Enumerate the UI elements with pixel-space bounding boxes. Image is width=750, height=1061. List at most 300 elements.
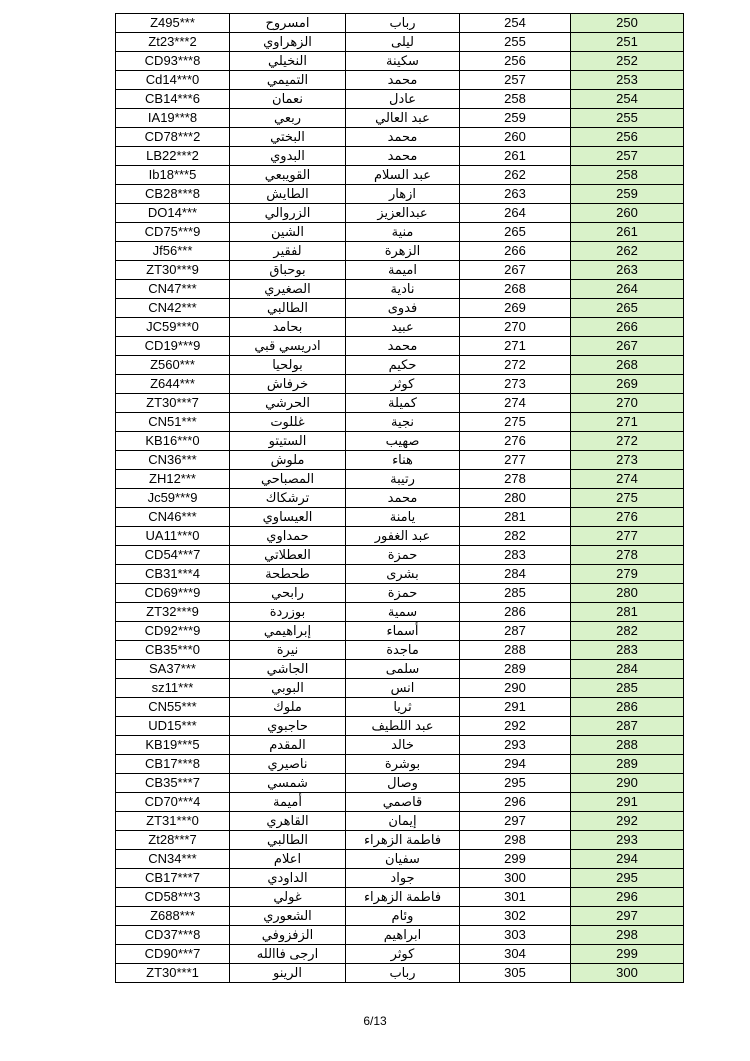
id-code-cell: CD70***4 [116, 793, 230, 812]
last-name-cell: الطالبي [230, 299, 346, 318]
table-row [116, 242, 684, 261]
last-name-cell: الزروالي [230, 204, 346, 223]
first-name-cell: عبد اللطيف [346, 717, 460, 736]
last-name-cell: ناصيري [230, 755, 346, 774]
id-code-cell: CN51*** [116, 413, 230, 432]
number-cell: 288 [460, 641, 571, 660]
last-name-cell: ترشكاك [230, 489, 346, 508]
table-row [116, 318, 684, 337]
id-code-cell: Zt28***7 [116, 831, 230, 850]
table-row [116, 261, 684, 280]
table-row [116, 223, 684, 242]
first-name-cell: ازهار [346, 185, 460, 204]
table-row [116, 527, 684, 546]
last-name-cell: الداودي [230, 869, 346, 888]
last-name-cell: بوحباق [230, 261, 346, 280]
number-cell: 264 [460, 204, 571, 223]
number-cell: 295 [460, 774, 571, 793]
number-cell: 298 [460, 831, 571, 850]
id-code-cell: UD15*** [116, 717, 230, 736]
rank-cell: 271 [571, 413, 684, 432]
rank-cell: 296 [571, 888, 684, 907]
first-name-cell: سمية [346, 603, 460, 622]
number-cell: 278 [460, 470, 571, 489]
number-cell: 284 [460, 565, 571, 584]
number-cell: 268 [460, 280, 571, 299]
table-row [116, 793, 684, 812]
rank-cell: 269 [571, 375, 684, 394]
last-name-cell: البوبي [230, 679, 346, 698]
id-code-cell: CB35***7 [116, 774, 230, 793]
id-code-cell: CN46*** [116, 508, 230, 527]
rank-cell: 283 [571, 641, 684, 660]
last-name-cell: القاهري [230, 812, 346, 831]
last-name-cell: ملوش [230, 451, 346, 470]
id-code-cell: Z688*** [116, 907, 230, 926]
rank-cell: 267 [571, 337, 684, 356]
table-row [116, 660, 684, 679]
table-row [116, 394, 684, 413]
first-name-cell: سفيان [346, 850, 460, 869]
id-code-cell: Z644*** [116, 375, 230, 394]
rank-cell: 264 [571, 280, 684, 299]
rank-cell: 276 [571, 508, 684, 527]
rank-cell: 265 [571, 299, 684, 318]
number-cell: 302 [460, 907, 571, 926]
id-code-cell: CD54***7 [116, 546, 230, 565]
table-row [116, 33, 684, 52]
last-name-cell: رابحي [230, 584, 346, 603]
rank-cell: 251 [571, 33, 684, 52]
id-code-cell: CD78***2 [116, 128, 230, 147]
last-name-cell: بولحيا [230, 356, 346, 375]
rank-cell: 289 [571, 755, 684, 774]
first-name-cell: ابراهيم [346, 926, 460, 945]
first-name-cell: حكيم [346, 356, 460, 375]
last-name-cell: نيرة [230, 641, 346, 660]
first-name-cell: وصال [346, 774, 460, 793]
last-name-cell: الرينو [230, 964, 346, 983]
table-row [116, 755, 684, 774]
rank-cell: 286 [571, 698, 684, 717]
id-code-cell: ZT30***1 [116, 964, 230, 983]
rank-cell: 295 [571, 869, 684, 888]
last-name-cell: الجاشي [230, 660, 346, 679]
id-code-cell: CN36*** [116, 451, 230, 470]
table-row [116, 128, 684, 147]
first-name-cell: اميمة [346, 261, 460, 280]
id-code-cell: CD75***9 [116, 223, 230, 242]
rank-cell: 259 [571, 185, 684, 204]
rank-cell: 255 [571, 109, 684, 128]
number-cell: 256 [460, 52, 571, 71]
last-name-cell: بحامد [230, 318, 346, 337]
id-code-cell: Jf56*** [116, 242, 230, 261]
id-code-cell: KB16***0 [116, 432, 230, 451]
number-cell: 303 [460, 926, 571, 945]
first-name-cell: ماجدة [346, 641, 460, 660]
first-name-cell: انس [346, 679, 460, 698]
id-code-cell: Cd14***0 [116, 71, 230, 90]
first-name-cell: عبيد [346, 318, 460, 337]
first-name-cell: ليلى [346, 33, 460, 52]
last-name-cell: البدوي [230, 147, 346, 166]
number-cell: 254 [460, 14, 571, 33]
number-cell: 257 [460, 71, 571, 90]
first-name-cell: محمد [346, 489, 460, 508]
last-name-cell: الزفزوفي [230, 926, 346, 945]
last-name-cell: غللوت [230, 413, 346, 432]
table-row [116, 679, 684, 698]
rank-cell: 287 [571, 717, 684, 736]
first-name-cell: منية [346, 223, 460, 242]
number-cell: 297 [460, 812, 571, 831]
last-name-cell: ادريسي قبي [230, 337, 346, 356]
table-row [116, 432, 684, 451]
rank-cell: 288 [571, 736, 684, 755]
id-code-cell: CB28***8 [116, 185, 230, 204]
last-name-cell: الشين [230, 223, 346, 242]
id-code-cell: CN47*** [116, 280, 230, 299]
table-row [116, 774, 684, 793]
id-code-cell: Z495*** [116, 14, 230, 33]
rank-cell: 282 [571, 622, 684, 641]
rank-cell: 294 [571, 850, 684, 869]
id-code-cell: CD37***8 [116, 926, 230, 945]
id-code-cell: CB14***6 [116, 90, 230, 109]
number-cell: 287 [460, 622, 571, 641]
id-code-cell: CD69***9 [116, 584, 230, 603]
table-row [116, 71, 684, 90]
number-cell: 292 [460, 717, 571, 736]
rank-cell: 280 [571, 584, 684, 603]
rank-cell: 284 [571, 660, 684, 679]
id-code-cell: CB17***8 [116, 755, 230, 774]
table-row [116, 413, 684, 432]
id-code-cell: CB31***4 [116, 565, 230, 584]
table-row [116, 736, 684, 755]
last-name-cell: نعمان [230, 90, 346, 109]
last-name-cell: امسروح [230, 14, 346, 33]
first-name-cell: رباب [346, 14, 460, 33]
first-name-cell: بشرى [346, 565, 460, 584]
id-code-cell: KB19***5 [116, 736, 230, 755]
first-name-cell: كميلة [346, 394, 460, 413]
id-code-cell: ZT31***0 [116, 812, 230, 831]
number-cell: 286 [460, 603, 571, 622]
number-cell: 258 [460, 90, 571, 109]
first-name-cell: الزهرة [346, 242, 460, 261]
first-name-cell: عبد العالي [346, 109, 460, 128]
id-code-cell: CD90***7 [116, 945, 230, 964]
last-name-cell: العطلاتي [230, 546, 346, 565]
first-name-cell: صهيب [346, 432, 460, 451]
first-name-cell: كوثر [346, 945, 460, 964]
table-row [116, 14, 684, 33]
table-row [116, 888, 684, 907]
table-row [116, 964, 684, 983]
table-row [116, 831, 684, 850]
number-cell: 280 [460, 489, 571, 508]
last-name-cell: طحطحة [230, 565, 346, 584]
first-name-cell: بوشرة [346, 755, 460, 774]
number-cell: 305 [460, 964, 571, 983]
first-name-cell: نجية [346, 413, 460, 432]
table-row [116, 52, 684, 71]
last-name-cell: القويبعي [230, 166, 346, 185]
rank-cell: 274 [571, 470, 684, 489]
table-row [116, 850, 684, 869]
number-cell: 301 [460, 888, 571, 907]
id-code-cell: LB22***2 [116, 147, 230, 166]
number-cell: 277 [460, 451, 571, 470]
first-name-cell: فاطمة الزهراء [346, 888, 460, 907]
number-cell: 273 [460, 375, 571, 394]
table-row [116, 717, 684, 736]
first-name-cell: محمد [346, 128, 460, 147]
table-row [116, 280, 684, 299]
first-name-cell: فدوى [346, 299, 460, 318]
first-name-cell: وئام [346, 907, 460, 926]
id-code-cell: DO14*** [116, 204, 230, 223]
first-name-cell: رتيبة [346, 470, 460, 489]
rank-cell: 300 [571, 964, 684, 983]
number-cell: 255 [460, 33, 571, 52]
first-name-cell: أسماء [346, 622, 460, 641]
id-code-cell: CB17***7 [116, 869, 230, 888]
rank-cell: 279 [571, 565, 684, 584]
last-name-cell: إبراهيمي [230, 622, 346, 641]
last-name-cell: التميمي [230, 71, 346, 90]
last-name-cell: شمسي [230, 774, 346, 793]
first-name-cell: محمد [346, 71, 460, 90]
table-row [116, 489, 684, 508]
id-code-cell: SA37*** [116, 660, 230, 679]
last-name-cell: الصغيري [230, 280, 346, 299]
last-name-cell: الشعوري [230, 907, 346, 926]
rank-cell: 252 [571, 52, 684, 71]
first-name-cell: سلمى [346, 660, 460, 679]
id-code-cell: Jc59***9 [116, 489, 230, 508]
table-row [116, 451, 684, 470]
first-name-cell: جواد [346, 869, 460, 888]
number-cell: 263 [460, 185, 571, 204]
id-code-cell: Zt23***2 [116, 33, 230, 52]
rank-cell: 256 [571, 128, 684, 147]
rank-cell: 250 [571, 14, 684, 33]
table-row [116, 546, 684, 565]
id-code-cell: CD93***8 [116, 52, 230, 71]
number-cell: 294 [460, 755, 571, 774]
table-row [116, 299, 684, 318]
rank-cell: 277 [571, 527, 684, 546]
table-row [116, 603, 684, 622]
first-name-cell: حمزة [346, 546, 460, 565]
first-name-cell: عادل [346, 90, 460, 109]
number-cell: 282 [460, 527, 571, 546]
rank-cell: 260 [571, 204, 684, 223]
first-name-cell: قاصمي [346, 793, 460, 812]
last-name-cell: النخيلي [230, 52, 346, 71]
last-name-cell: اعلام [230, 850, 346, 869]
table-row [116, 337, 684, 356]
first-name-cell: محمد [346, 147, 460, 166]
first-name-cell: إيمان [346, 812, 460, 831]
first-name-cell: ثريا [346, 698, 460, 717]
id-code-cell: sz11*** [116, 679, 230, 698]
rank-cell: 298 [571, 926, 684, 945]
rank-cell: 262 [571, 242, 684, 261]
number-cell: 269 [460, 299, 571, 318]
number-cell: 300 [460, 869, 571, 888]
page-number: 6/13 [363, 1014, 387, 1028]
rank-cell: 268 [571, 356, 684, 375]
number-cell: 281 [460, 508, 571, 527]
table-row [116, 204, 684, 223]
last-name-cell: الستيتو [230, 432, 346, 451]
number-cell: 290 [460, 679, 571, 698]
rank-cell: 292 [571, 812, 684, 831]
first-name-cell: فاطمة الزهراء [346, 831, 460, 850]
last-name-cell: بوزردة [230, 603, 346, 622]
table-row [116, 185, 684, 204]
table-row [116, 565, 684, 584]
last-name-cell: حمداوي [230, 527, 346, 546]
id-code-cell: IA19***8 [116, 109, 230, 128]
id-code-cell: ZT30***7 [116, 394, 230, 413]
number-cell: 291 [460, 698, 571, 717]
first-name-cell: سكينة [346, 52, 460, 71]
table-row [116, 470, 684, 489]
number-cell: 271 [460, 337, 571, 356]
rank-cell: 293 [571, 831, 684, 850]
table-row [116, 926, 684, 945]
number-cell: 296 [460, 793, 571, 812]
last-name-cell: غولي [230, 888, 346, 907]
results-table [115, 13, 684, 983]
first-name-cell: عبدالعزيز [346, 204, 460, 223]
number-cell: 283 [460, 546, 571, 565]
id-code-cell: UA11***0 [116, 527, 230, 546]
id-code-cell: Ib18***5 [116, 166, 230, 185]
number-cell: 265 [460, 223, 571, 242]
number-cell: 276 [460, 432, 571, 451]
last-name-cell: المصباحي [230, 470, 346, 489]
rank-cell: 281 [571, 603, 684, 622]
id-code-cell: CN42*** [116, 299, 230, 318]
id-code-cell: CD92***9 [116, 622, 230, 641]
table-row [116, 375, 684, 394]
rank-cell: 285 [571, 679, 684, 698]
first-name-cell: رباب [346, 964, 460, 983]
last-name-cell: العيساوي [230, 508, 346, 527]
last-name-cell: خرفاش [230, 375, 346, 394]
number-cell: 261 [460, 147, 571, 166]
table-row [116, 812, 684, 831]
rank-cell: 253 [571, 71, 684, 90]
table-row [116, 622, 684, 641]
id-code-cell: ZH12*** [116, 470, 230, 489]
number-cell: 259 [460, 109, 571, 128]
number-cell: 293 [460, 736, 571, 755]
rank-cell: 266 [571, 318, 684, 337]
id-code-cell: CD58***3 [116, 888, 230, 907]
rank-cell: 297 [571, 907, 684, 926]
last-name-cell: حاجبوي [230, 717, 346, 736]
table-row [116, 698, 684, 717]
id-code-cell: ZT32***9 [116, 603, 230, 622]
number-cell: 267 [460, 261, 571, 280]
number-cell: 266 [460, 242, 571, 261]
number-cell: 272 [460, 356, 571, 375]
rank-cell: 273 [571, 451, 684, 470]
table-row [116, 584, 684, 603]
table-row [116, 945, 684, 964]
rank-cell: 254 [571, 90, 684, 109]
number-cell: 260 [460, 128, 571, 147]
id-code-cell: Z560*** [116, 356, 230, 375]
last-name-cell: لفقير [230, 242, 346, 261]
rank-cell: 291 [571, 793, 684, 812]
table-row [116, 90, 684, 109]
first-name-cell: خالد [346, 736, 460, 755]
first-name-cell: يامنة [346, 508, 460, 527]
rank-cell: 257 [571, 147, 684, 166]
first-name-cell: عبد الغفور [346, 527, 460, 546]
rank-cell: 275 [571, 489, 684, 508]
first-name-cell: حمزة [346, 584, 460, 603]
id-code-cell: CB35***0 [116, 641, 230, 660]
table-row [116, 356, 684, 375]
last-name-cell: ملوك [230, 698, 346, 717]
id-code-cell: CD19***9 [116, 337, 230, 356]
rank-cell: 299 [571, 945, 684, 964]
table-row [116, 641, 684, 660]
id-code-cell: JC59***0 [116, 318, 230, 337]
table-row [116, 147, 684, 166]
last-name-cell: الطايش [230, 185, 346, 204]
number-cell: 270 [460, 318, 571, 337]
number-cell: 275 [460, 413, 571, 432]
last-name-cell: البختي [230, 128, 346, 147]
number-cell: 299 [460, 850, 571, 869]
table-row [116, 109, 684, 128]
rank-cell: 290 [571, 774, 684, 793]
number-cell: 285 [460, 584, 571, 603]
number-cell: 289 [460, 660, 571, 679]
last-name-cell: الطالبي [230, 831, 346, 850]
last-name-cell: أميمة [230, 793, 346, 812]
last-name-cell: الحرشي [230, 394, 346, 413]
rank-cell: 263 [571, 261, 684, 280]
table-row [116, 166, 684, 185]
rank-cell: 261 [571, 223, 684, 242]
number-cell: 304 [460, 945, 571, 964]
table-row [116, 907, 684, 926]
last-name-cell: الزهراوي [230, 33, 346, 52]
first-name-cell: محمد [346, 337, 460, 356]
table-row [116, 508, 684, 527]
last-name-cell: ارجى فاالله [230, 945, 346, 964]
rank-cell: 272 [571, 432, 684, 451]
last-name-cell: ربعي [230, 109, 346, 128]
first-name-cell: نادية [346, 280, 460, 299]
rank-cell: 278 [571, 546, 684, 565]
rank-cell: 270 [571, 394, 684, 413]
first-name-cell: كوثر [346, 375, 460, 394]
table-row [116, 869, 684, 888]
first-name-cell: هناء [346, 451, 460, 470]
